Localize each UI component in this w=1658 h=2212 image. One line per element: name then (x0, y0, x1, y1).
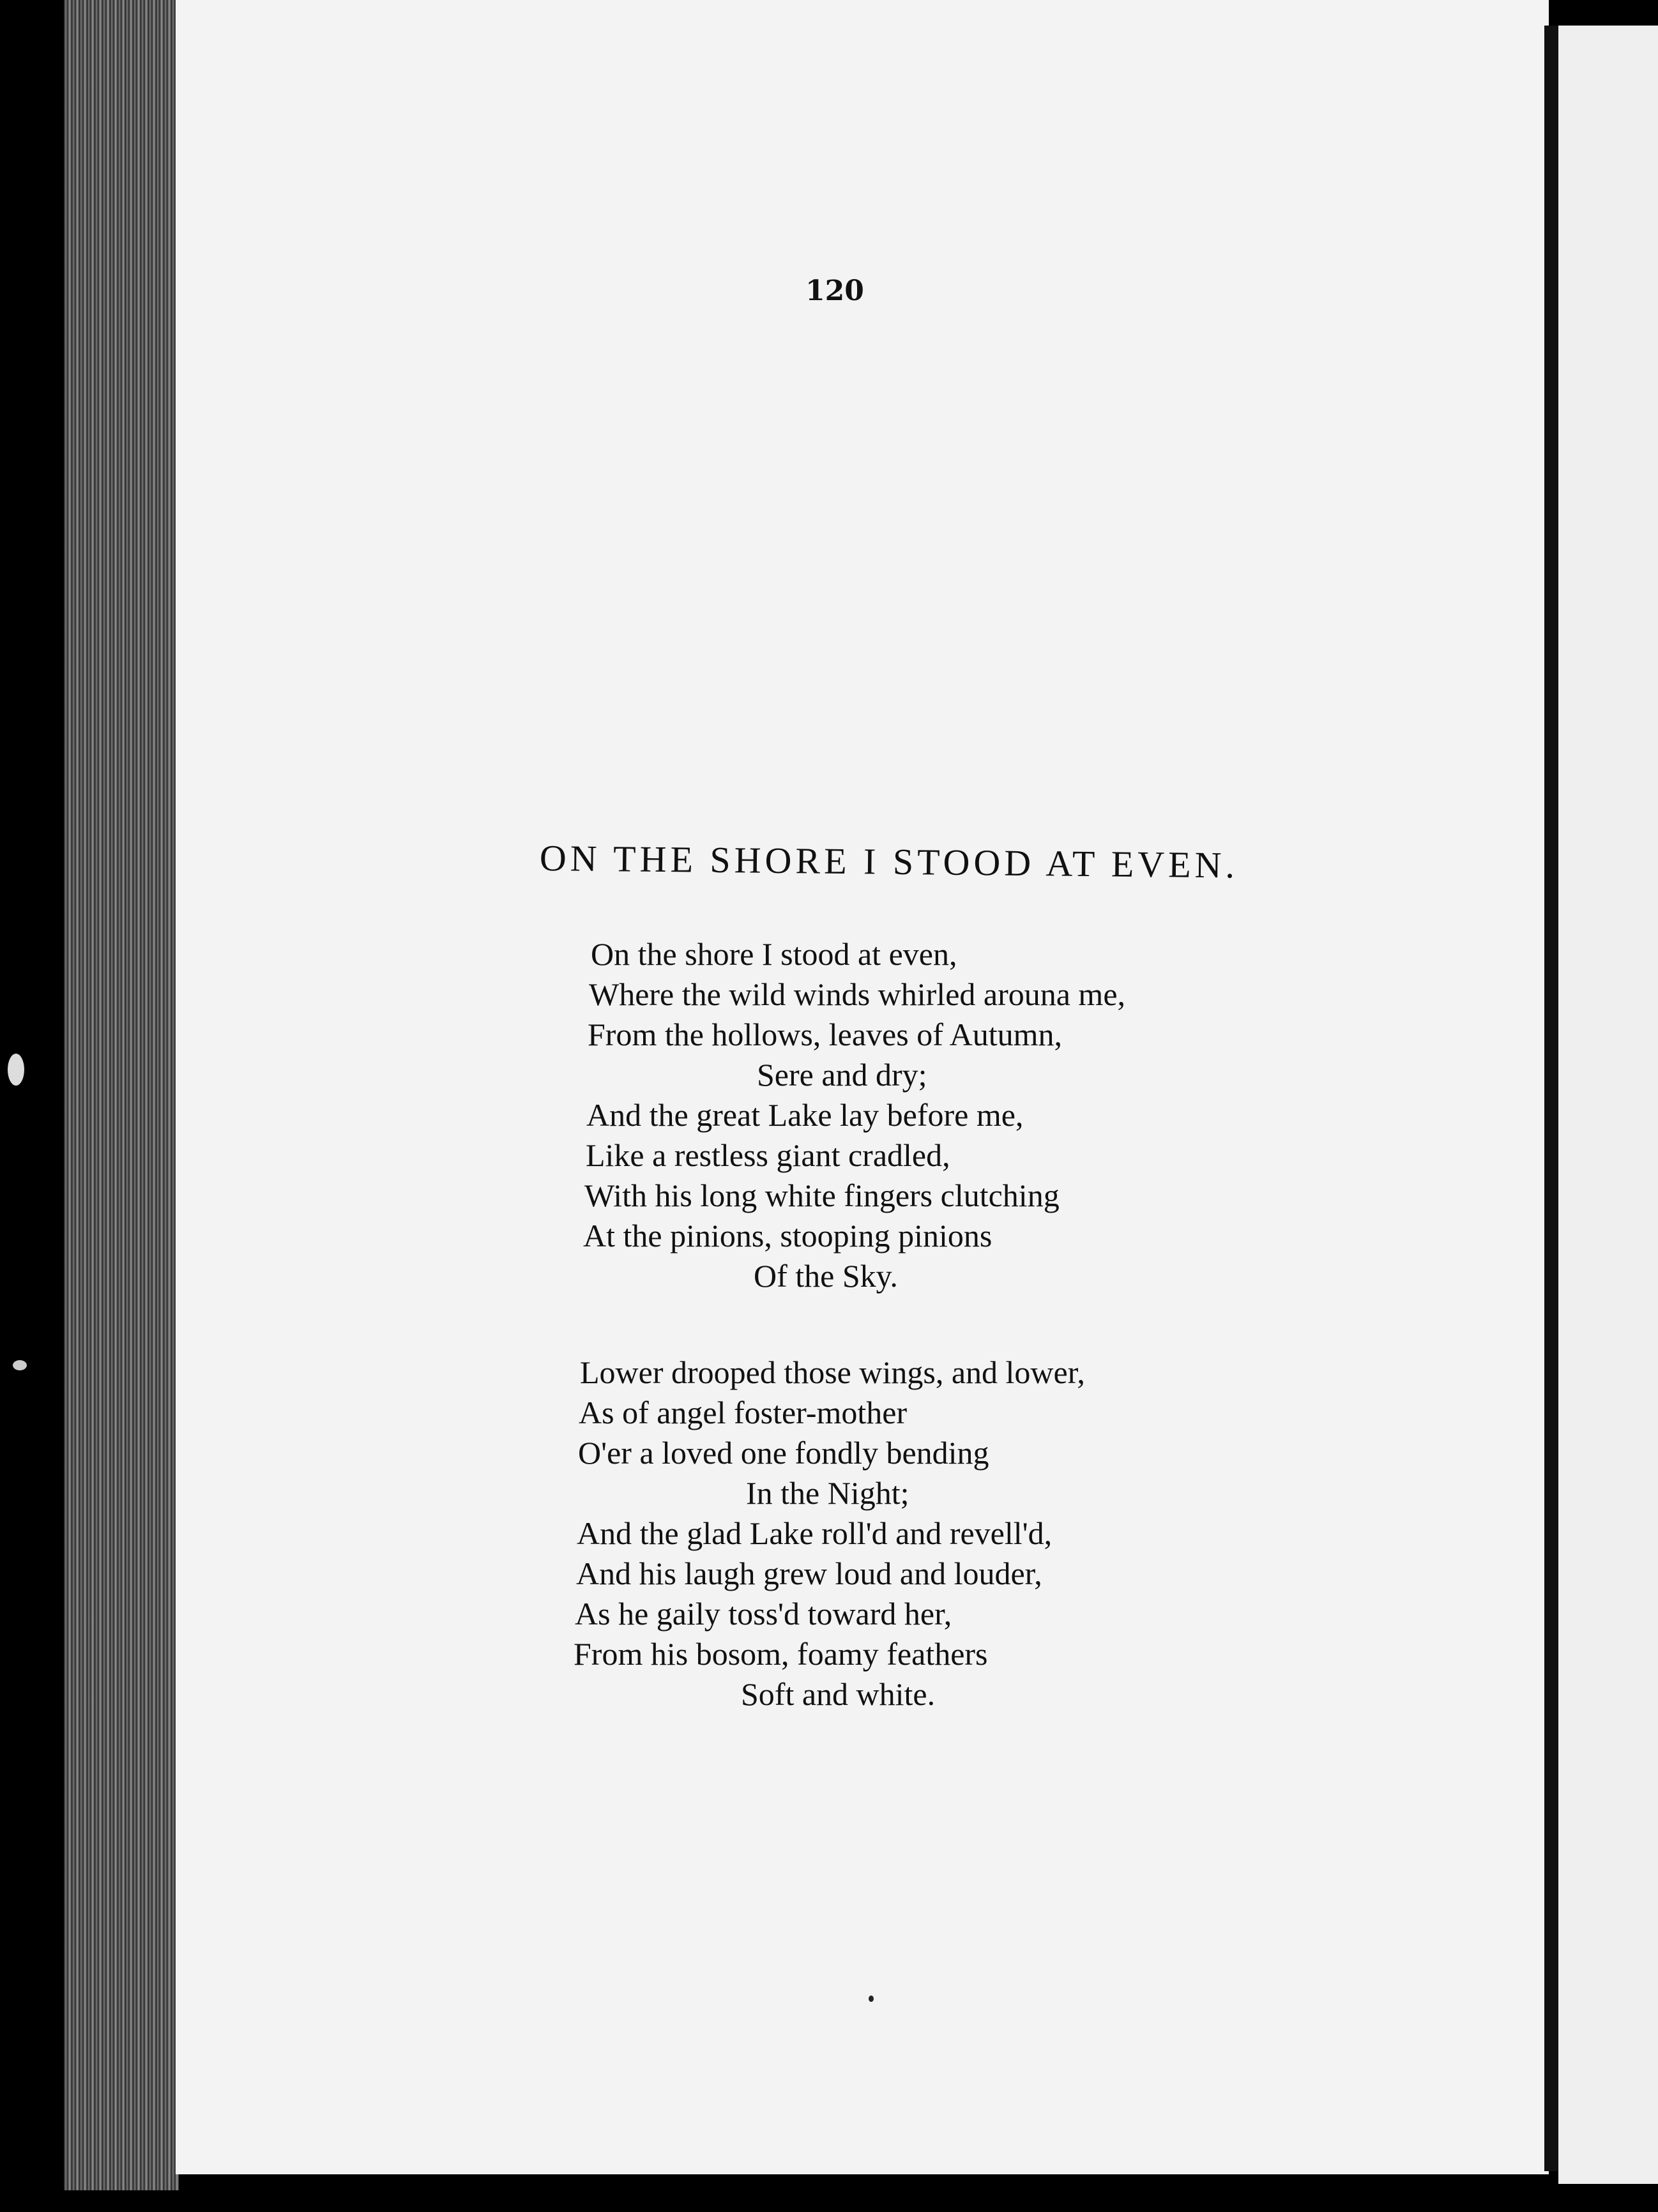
ink-speck (8, 1054, 24, 1086)
poem-line: Like a restless giant cradled, (586, 1137, 950, 1173)
page-edges (64, 0, 179, 2190)
poem-line: Soft and white. (741, 1676, 936, 1712)
poem-line: From his bosom, foamy feathers (574, 1636, 988, 1672)
poem-line: As of angel foster-mother (579, 1395, 908, 1430)
ink-speck (869, 1996, 874, 2002)
poem-line: From the hollows, leaves of Autumn, (588, 1017, 1062, 1052)
poem-line: Of the Sky. (754, 1258, 898, 1294)
ink-speck (13, 1360, 27, 1370)
poem-line: O'er a loved one fondly bending (578, 1435, 989, 1471)
poem-title: ON THE SHORE I STOOD AT EVEN. (539, 837, 1239, 886)
poem-line: Where the wild winds whirled arouna me, (589, 976, 1126, 1012)
poem-line: Lower drooped those wings, and lower, (580, 1354, 1085, 1390)
facing-page-edge (1558, 26, 1658, 2184)
poem-line: In the Night; (746, 1475, 909, 1511)
poem-line: Sere and dry; (757, 1057, 927, 1093)
poem-line: On the shore I stood at even, (591, 936, 957, 972)
poem-line: At the pinions, stooping pinions (583, 1218, 993, 1254)
page-number: 120 (805, 275, 864, 307)
poem-line: And the glad Lake roll'd and revell'd, (577, 1515, 1053, 1551)
poem-line: And the great Lake lay before me, (586, 1097, 1024, 1133)
poem-line: And his laugh grew loud and louder, (576, 1556, 1042, 1591)
poem-line: As he gaily toss'd toward her, (575, 1596, 952, 1632)
poem-line: With his long white fingers clutching (584, 1178, 1060, 1213)
